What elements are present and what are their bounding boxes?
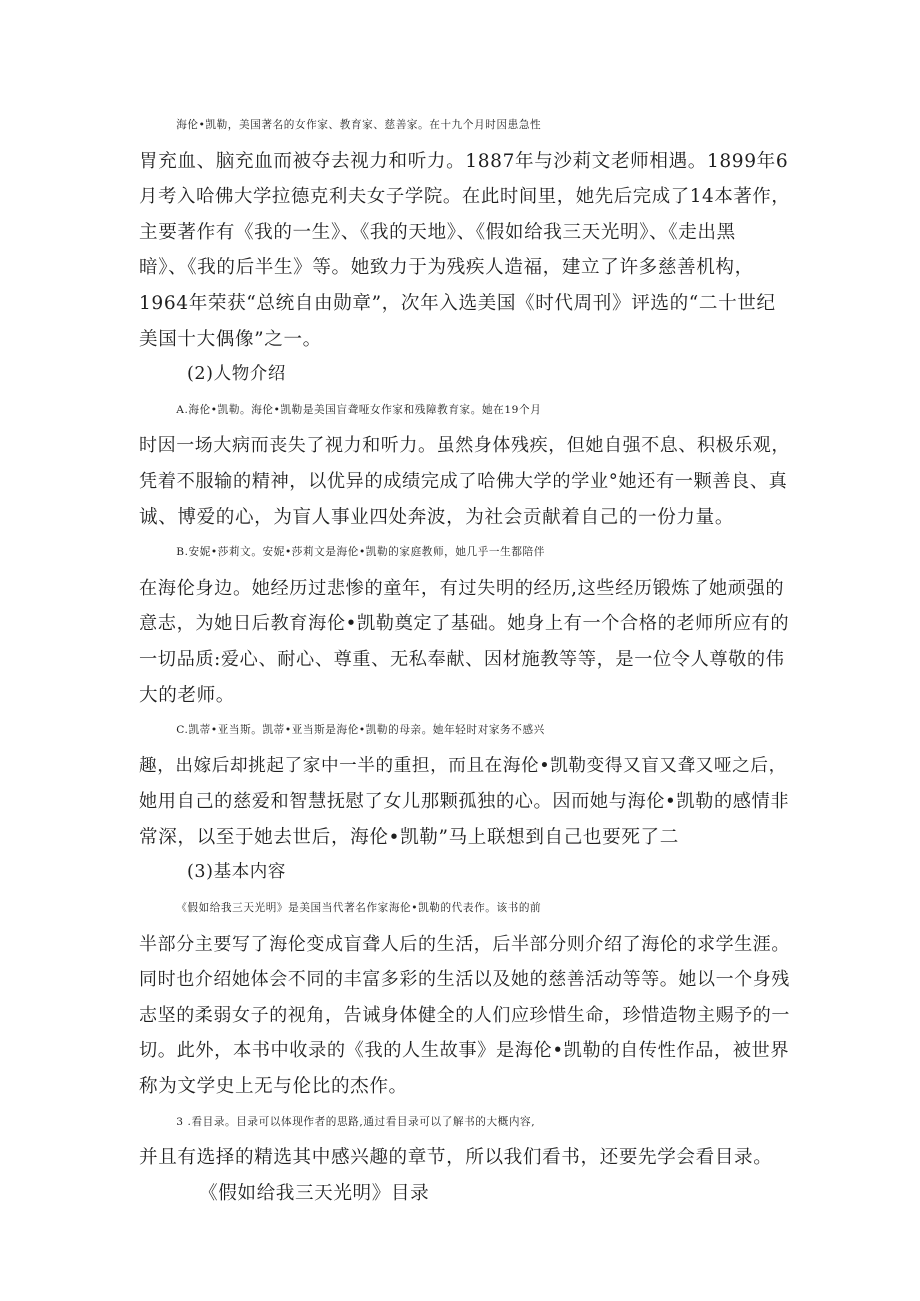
- text-line: 半部分主要写了海伦变成盲聋人后的生活，后半部分则介绍了海伦的求学生涯。: [139, 933, 790, 955]
- text-line: 在海伦身边。她经历过悲惨的童年，有过失明的经历,这些经历锻炼了她顽强的: [139, 577, 785, 599]
- text-line: 1964年荣获“总统自由勋章”，次年入选美国《时代周刊》评选的“二十世纪: [139, 292, 776, 314]
- text-line: 趣，出嫁后却挑起了家中一半的重担，而且在海伦•凯勒变得又盲又聋又哑之后，: [139, 755, 787, 776]
- text-line: 海伦•凯勒，美国著名的女作家、教育家、慈善家。在十九个月时因患急性: [176, 119, 542, 131]
- person-b-paragraph: [139, 535, 789, 713]
- text-line: 3 .看目录。目录可以体现作者的思路,通过看目录可以了解书的大概内容,: [176, 1115, 536, 1128]
- text-line: 她用自己的慈爱和智慧抚慰了女儿那颗孤独的心。因而她与海伦•凯勒的感情非: [139, 791, 790, 813]
- text-line: 同时也介绍她体会不同的丰富多彩的生活以及她的慈善活动等等。她以一个身残: [139, 969, 790, 991]
- text-line: 一切品质:爱心、耐心、尊重、无私奉献、因材施教等等，是一位令人尊敬的伟: [139, 648, 785, 670]
- document-body: [139, 108, 789, 1211]
- text-line: 暗》、《我的后半生》等。她致力于为残疾人造福，建立了许多慈善机构，: [139, 257, 754, 279]
- person-a-paragraph: [139, 393, 789, 535]
- text-line: 主要著作有《我的一生》、《我的天地》、《假如给我三天光明》、《走出黑: [139, 221, 736, 243]
- text-line: 凭着不服输的精神，以优异的成绩完成了哈佛大学的学业°她还有一颗善良、真: [139, 470, 788, 492]
- text-line: 月考入哈佛大学拉德克利夫女子学院。在此时间里，她先后完成了14本著作，: [139, 186, 791, 208]
- text-line: 《假如给我三天光明》是美国当代著名作家海伦•凯勒的代表作。该书的前: [176, 902, 542, 915]
- text-line: 大的老师。: [139, 684, 235, 706]
- content-paragraph: [139, 891, 789, 1105]
- text-line: 切。此外，本书中收录的《我的人生故事》是海伦•凯勒的自传性作品，被世界: [139, 1040, 790, 1062]
- section-heading-basic-content: (3)基本内容: [187, 862, 286, 883]
- person-c-paragraph: [139, 713, 789, 855]
- toc-title: 《假如给我三天光明》目录: [199, 1182, 430, 1204]
- text-line: 诚、博爱的心，为盲人事业四处奔波，为社会贡献着自己的一份力量。: [139, 506, 735, 528]
- text-line: 志坚的柔弱女子的视角，告诫身体健全的人们应珍惜生命，珍惜造物主赐予的一: [139, 1004, 790, 1026]
- text-line: 常深，以至于她去世后，海伦•凯勒”马上联想到自己也要死了二: [139, 826, 679, 848]
- text-line: 胃充血、脑充血而被夺去视力和听力。1887年与沙莉文老师相遇。1899年6: [139, 150, 789, 172]
- section-heading-character-intro: (2)人物介绍: [187, 364, 286, 385]
- text-line: 并且有选择的精选其中感兴趣的章节，所以我们看书，还要先学会看目录。: [139, 1147, 773, 1169]
- text-line: 美国十大偶像”之一。: [139, 328, 322, 350]
- intro-paragraph: [139, 108, 789, 357]
- text-line: 时因一场大病而丧失了视力和听力。虽然身体残疾，但她自强不息、积极乐观，: [139, 435, 790, 457]
- text-line: 意志，为她日后教育海伦•凯勒奠定了基础。她身上有一个合格的老师所应有的: [139, 613, 790, 635]
- text-line: B.安妮•莎莉文。安妮•莎莉文是海伦•凯勒的家庭教师，她几乎一生都陪伴: [176, 546, 545, 559]
- text-line: C.凯蒂•亚当斯。凯蒂•亚当斯是海伦•凯勒的母亲。她年轻时对家务不感兴: [176, 724, 545, 737]
- item-3-paragraph: [139, 1105, 789, 1176]
- text-line: 称为文学史上无与伦比的杰作。: [139, 1076, 408, 1098]
- text-line: A.海伦•凯勒。海伦•凯勒是美国盲聋哑女作家和残障教育家。她在19个月: [176, 403, 542, 416]
